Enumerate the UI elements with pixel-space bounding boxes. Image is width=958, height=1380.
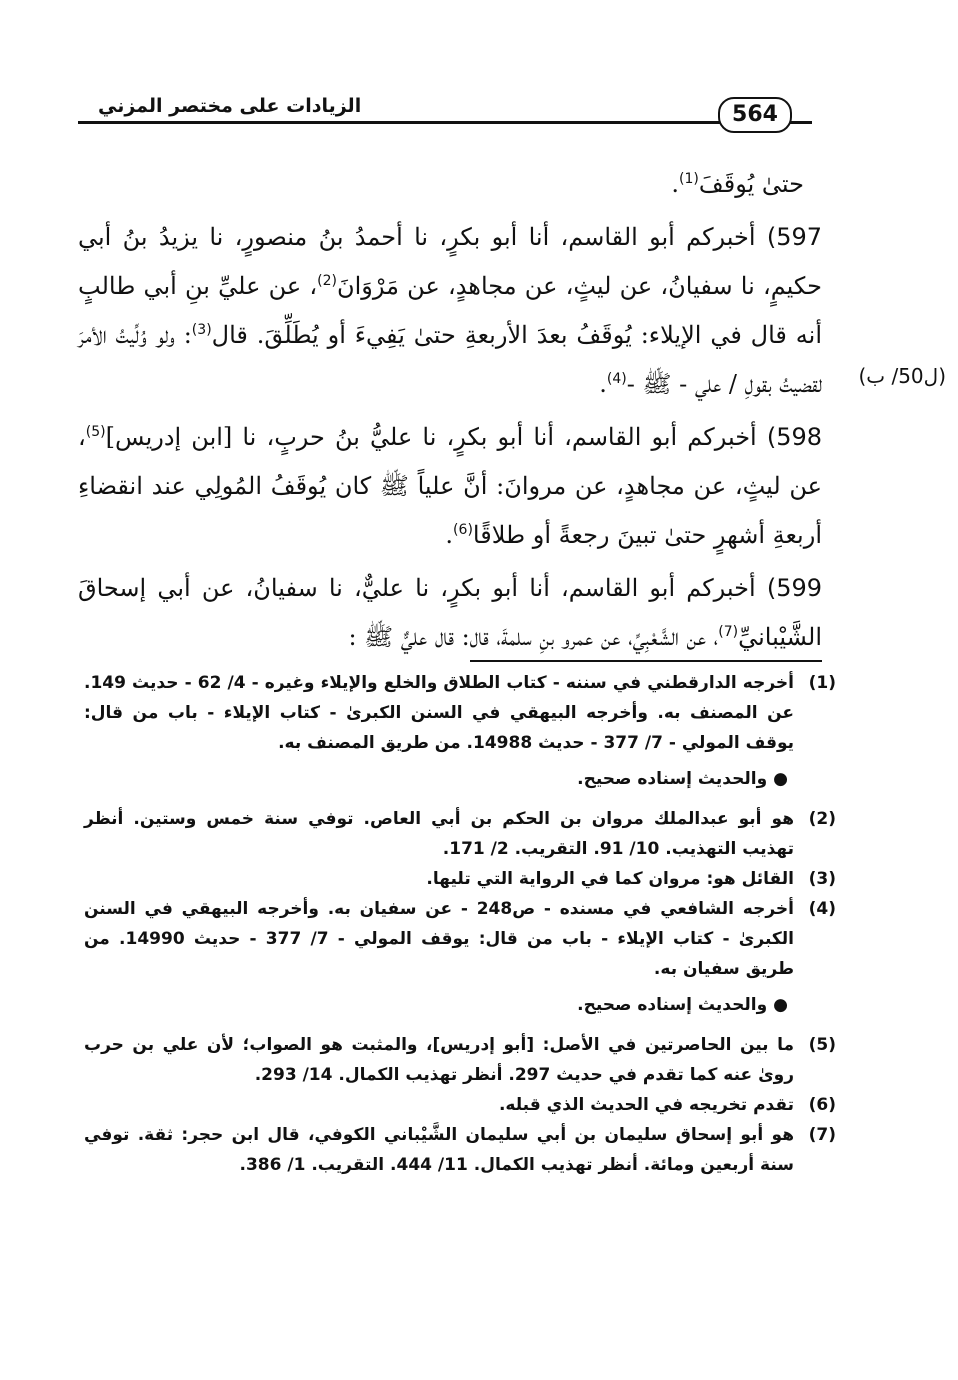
footnote-ref-7: (7)	[718, 624, 739, 640]
running-title: الزيادات على مختصر المزني	[88, 92, 371, 120]
footnote-3	[84, 864, 836, 894]
hadith-text: : ولو وُلِّيتُ الأمرَ لقضيتُ بقولِ / علي - ﷺ -	[78, 321, 822, 398]
hadith-597: 597) أخبركم أبو القاسم، أنا أبو بكرٍ، نا أحمدُ بنُ منصورٍ، نا يزيدُ بنُ أبي حكيمٍ، نا سفيانُ، عن ليثٍ، عن مجاهدٍ، عن مَرْوَانَ$^{(2)}$، عن عليِّ بنِ أبي طالبٍ أنه قال في الإيلاء: يُوقَفُ بعدَ الأربعةِ حتىٰ يَفِيءَ أو يُطَلِّقَ. قال$^{(3)}$: ولو وُلِّيتُ الأمرَ لقضيتُ بقولِ / علي - ﷺ -$^{(4)}$.	[78, 223, 823, 398]
footnote-2	[84, 804, 836, 864]
grading-note: والحديث إسناده صحيح.	[577, 769, 768, 789]
footnote-number: (3)	[808, 869, 836, 889]
footnote-ref-4: (4)	[606, 371, 627, 387]
footnote-text: أخرجه الشافعي في مسنده - ص248 - عن سفيان به. وأخرجه البيهقي في السنن الكبرىٰ - كتاب الإيلاء - باب من قال: يوقف المولي - 7/ 377 - حديث 14990. من طريق سفيان به.	[84, 899, 794, 979]
footnote-text: هو أبو إسحاق سليمان بن أبي سليمان الشَّيْباني الكوفي، قال ابن حجر: ثقة. توفي سنة أربعين ومائة. أنظر تهذيب الكمال. 11/ 444. التقريب. 1/ 386.	[84, 1125, 794, 1175]
footnote-text: تقدم تخريجه في الحديث الذي قبله.	[498, 1095, 794, 1115]
footnote-text: هو أبو عبدالملك مروان بن الحكم بن أبي العاص. توفي سنة خمس وستين. أنظر تهذيب التهذيب. 10/ 91. التقريب. 2/ 171.	[84, 809, 794, 859]
hadith-number: 597)	[766, 223, 822, 251]
grading-note: والحديث إسناده صحيح.	[577, 995, 768, 1015]
hadith-text: أخبركم أبو القاسم، أنا أبو بكرٍ، نا عليُّ بنُ حربٍ، نا [ابن إدريس]	[105, 423, 757, 451]
footnote-ref-5: (5)	[85, 424, 106, 440]
bullet-icon: ●	[773, 769, 788, 789]
footnote-1-note	[84, 764, 788, 794]
hadith-number: 598)	[766, 423, 822, 451]
footnote-ref-3: (3)	[191, 322, 212, 338]
footnote-number: (1)	[808, 673, 836, 693]
bullet-icon: ●	[773, 995, 788, 1015]
footnote-text: أخرجه الدارقطني في سننه - كتاب الطلاق والخلع والإيلاء وغيره - 4/ 62 - حديث 149. عن المصنف به. وأخرجه البيهقي في السنن الكبرىٰ - كتاب الإيلاء - باب من قال: يوقف المولي - 7/ 377 - حديث 14988. من طريق المصنف به.	[84, 673, 795, 753]
hadith-599	[78, 564, 822, 662]
manuscript-folio-ref: (ل50/ ب)	[858, 364, 946, 388]
footnote-1	[84, 668, 836, 758]
footnote-text: ما بين الحاصرتين في الأصل: [أبو إدريس]، والمثبت هو الصواب؛ لأن علي بن حرب روىٰ عنه كما تقدم في حديث 297. أنظر تهذيب الكمال. 14/ 293.	[84, 1035, 794, 1085]
footnote-number: (6)	[808, 1095, 836, 1115]
footnote-number: (5)	[808, 1035, 836, 1055]
hadith-text: أخبركم أبو القاسم، أنا أبو بكرٍ، نا أحمدُ بنُ منصورٍ، نا يزيدُ بنُ أبي حكيمٍ، نا سفيانُ، عن ليثٍ، عن مجاهدٍ، عن مَرْوَانَ	[78, 223, 822, 300]
header-rule	[78, 121, 812, 124]
footnote-ref-2: (2)	[317, 273, 337, 289]
hadith-text: ، عن عليِّ بنِ أبي طالبٍ أنه قال في الإيلاء: يُوقَفُ بعدَ الأربعةِ حتىٰ يَفِيءَ أو يُطَلِّقَ.	[78, 272, 823, 349]
footnote-ref-1: (1)	[679, 171, 699, 187]
footnote-5	[84, 1030, 836, 1090]
hadith-text: ، عن الشَّعْبِيِّ، عن عمرو بنِ سلمةَ، قال: قال عليٌّ ﷺ :	[348, 623, 719, 651]
footnote-4	[84, 894, 836, 984]
page-header	[78, 92, 812, 132]
footnote-number: (7)	[808, 1125, 836, 1145]
footnotes	[84, 668, 836, 1180]
hadith-number: 599)	[766, 574, 822, 602]
opening-text: حتىٰ يُوقَفَ	[698, 170, 804, 198]
footnote-text: القائل هو: مروان كما في الرواية التي تليها.	[426, 869, 794, 889]
opening-line: حتىٰ يُوقَفَ$^{(1)}$.	[671, 170, 804, 198]
footnote-7	[84, 1120, 836, 1180]
footnote-6	[84, 1090, 836, 1120]
footnote-number: (4)	[808, 899, 836, 919]
footnote-4-note	[84, 990, 788, 1020]
hadith-text: أخبركم أبو القاسم، أنا أبو بكرٍ، نا عليٌّ، نا سفيانُ، عن أبي إسحاقَ الشَّيْبانيِّ	[78, 574, 822, 651]
footnote-ref-6: (6)	[453, 522, 473, 538]
main-text	[78, 160, 822, 666]
page-number: 564	[718, 97, 792, 133]
footnote-number: (2)	[808, 809, 836, 829]
hadith-598: 598) أخبركم أبو القاسم، أنا أبو بكرٍ، نا عليُّ بنُ حربٍ، نا [ابن إدريس]$^{(5)}$، عن ليثٍ، عن مجاهدٍ، عن مروانَ: أنَّ علياً ﷺ كان يُوقَفُ المُولِي عند انقضاءِ أربعةِ أشهرٍ حتىٰ تبينَ رجعةً أو طلاقًا$^{(6)}$.	[78, 423, 823, 549]
hadith-text: قال	[211, 321, 248, 349]
footnote-separator	[470, 660, 822, 662]
hadith-text: ، عن ليثٍ، عن مجاهدٍ، عن مروانَ: أنَّ علياً ﷺ كان يُوقَفُ المُولِي عند انقضاءِ أربعةِ أشهرٍ حتىٰ تبينَ رجعةً أو طلاقًا	[78, 423, 823, 549]
